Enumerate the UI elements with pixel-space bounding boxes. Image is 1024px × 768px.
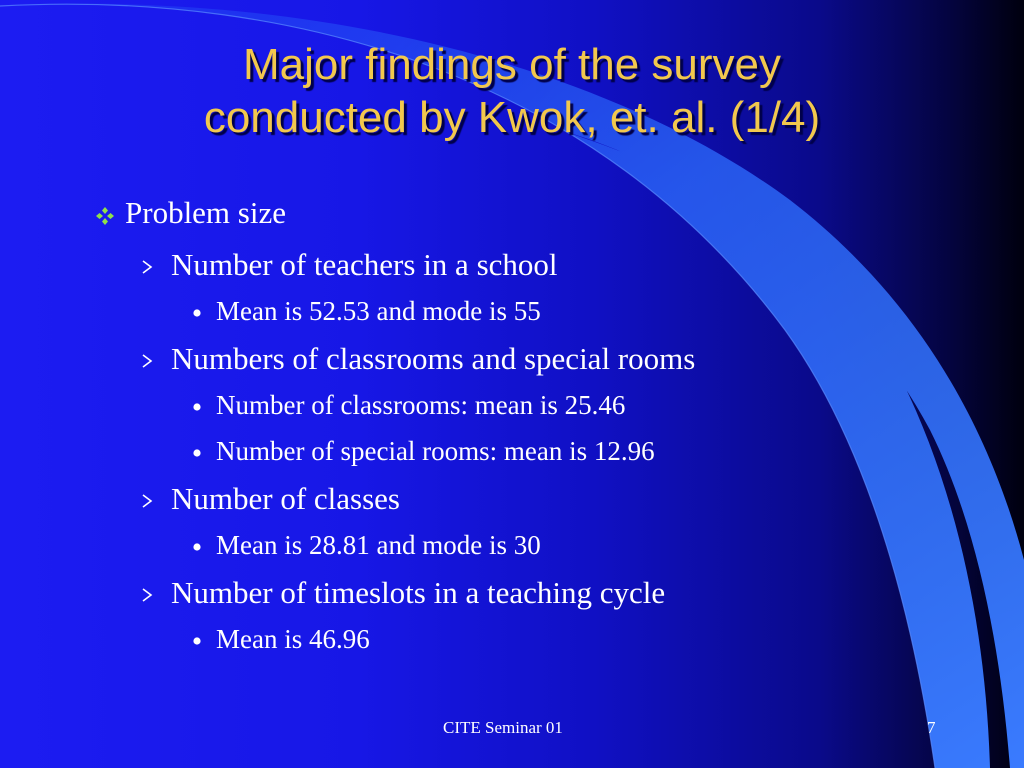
bullet-timeslots: Number of timeslots in a teaching cycle: [171, 575, 666, 610]
bullet-rooms: Numbers of classrooms and special rooms: [171, 341, 696, 376]
page-number: 7: [927, 718, 936, 737]
bullet-problem-size: Problem size: [125, 195, 286, 230]
bullet-teachers-mean: Mean is 52.53 and mode is 55: [216, 296, 541, 326]
title-line-2: conducted by Kwok, et. al. (1/4): [203, 93, 821, 142]
chevron-right-icon: [140, 353, 154, 369]
chevron-right-icon: [140, 493, 154, 509]
chevron-right-icon: [140, 587, 154, 603]
bullet-classes: Number of classes: [171, 481, 400, 516]
bullet-dot-icon: [192, 636, 202, 646]
chevron-right-icon: [140, 259, 154, 275]
bullet-dot-icon: [192, 542, 202, 552]
bullet-dot-icon: [192, 402, 202, 412]
bullet-special-rooms-mean: Number of special rooms: mean is 12.96: [216, 436, 655, 466]
bullet-timeslots-mean: Mean is 46.96: [216, 624, 370, 654]
bullet-classrooms-mean: Number of classrooms: mean is 25.46: [216, 390, 626, 420]
bullet-teachers: Number of teachers in a school: [171, 247, 558, 282]
title-line-1: Major findings of the survey: [242, 40, 782, 89]
bullet-dot-icon: [192, 308, 202, 318]
diamond-dots-icon: [95, 206, 115, 226]
footer-text: CITE Seminar 01: [443, 718, 563, 737]
bullet-dot-icon: [192, 448, 202, 458]
bullet-classes-mean: Mean is 28.81 and mode is 30: [216, 530, 541, 560]
